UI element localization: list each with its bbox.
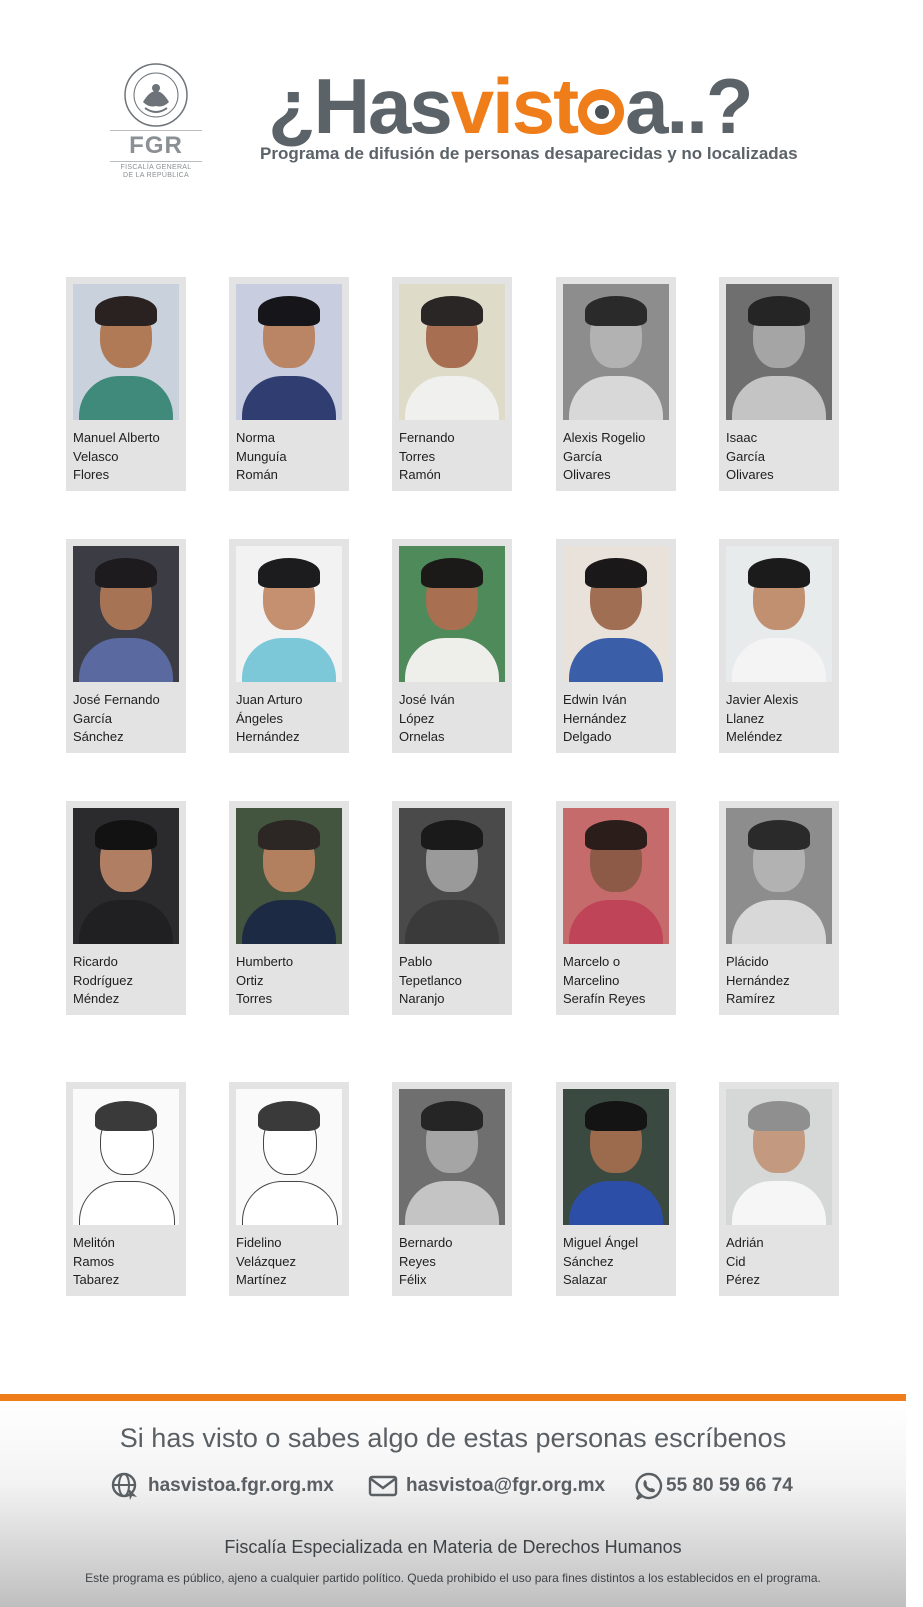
person-name	[73, 691, 183, 747]
email-link[interactable]: hasvistoa@fgr.org.mx	[368, 1471, 605, 1501]
person-name	[236, 1234, 346, 1290]
program-subtitle: Programa de difusión de personas desaparecidas y no localizadas	[260, 144, 798, 163]
call-to-action: Si has visto o sabes algo de estas personas escríbenos	[119, 1423, 787, 1453]
person-name-line: Torres	[236, 991, 273, 1006]
mexican-seal-icon	[123, 62, 189, 128]
person-name-line: Olivares	[563, 467, 611, 482]
person-name	[73, 953, 183, 1009]
person-card	[719, 801, 839, 1015]
person-name	[399, 1234, 509, 1290]
globe-icon	[110, 1471, 140, 1501]
person-name-line: Humberto	[236, 954, 294, 969]
person-name-line: García	[73, 710, 113, 726]
person-name-line: Tepetlanco	[399, 972, 462, 988]
person-photo	[726, 1089, 832, 1225]
person-name-line: Hernández	[726, 972, 790, 988]
person-name-line: López	[399, 710, 435, 726]
person-name-line: Ángeles	[236, 710, 283, 726]
person-photo	[236, 546, 342, 682]
person-card	[392, 1082, 512, 1296]
person-name	[563, 691, 673, 747]
person-card	[556, 801, 676, 1015]
person-name	[726, 953, 836, 1009]
person-photo	[399, 284, 505, 420]
person-name-line: Ramos	[73, 1253, 115, 1269]
person-name-line: Isaac	[726, 430, 758, 445]
person-card	[719, 1082, 839, 1296]
person-name-line: Ricardo	[73, 954, 118, 969]
person-name-line: Sánchez	[563, 1253, 614, 1269]
person-photo	[563, 284, 669, 420]
person-card	[66, 801, 186, 1015]
person-name-line: Delgado	[563, 729, 612, 744]
person-card	[229, 539, 349, 753]
person-name	[236, 691, 346, 747]
person-photo	[563, 808, 669, 944]
person-name	[399, 691, 509, 747]
person-photo	[73, 284, 179, 420]
person-card	[719, 277, 839, 491]
person-name-line: Rodríguez	[73, 972, 133, 988]
person-photo	[399, 1089, 505, 1225]
person-card	[229, 801, 349, 1015]
person-photo	[399, 546, 505, 682]
person-name	[73, 429, 183, 485]
person-name-line: Serafín Reyes	[563, 991, 646, 1006]
person-name-line: José Iván	[399, 692, 455, 707]
person-name-line: Marcelino	[563, 972, 620, 988]
person-name-line: Méndez	[73, 991, 120, 1006]
person-card	[392, 801, 512, 1015]
person-name-line: Félix	[399, 1272, 427, 1287]
disclaimer: Este programa es público, ajeno a cualquier partido político. Queda prohibido el uso para fines distintos a los establecidos en el programa.	[85, 1571, 821, 1585]
person-name-line: Pérez	[726, 1272, 760, 1287]
person-card	[556, 539, 676, 753]
person-name-line: Cid	[726, 1253, 746, 1269]
person-photo	[73, 546, 179, 682]
person-name	[726, 1234, 836, 1290]
person-photo	[73, 1089, 179, 1225]
whatsapp-icon	[634, 1471, 664, 1501]
person-name-line: Hernández	[563, 710, 627, 726]
person-name	[563, 429, 673, 485]
fgr-logo	[110, 62, 202, 180]
person-name-line: Martínez	[236, 1272, 287, 1287]
person-card	[392, 277, 512, 491]
person-name-line: Hernández	[236, 729, 300, 744]
person-name-line: Munguía	[236, 448, 287, 464]
footer	[0, 1394, 906, 1607]
person-name-line: Adrián	[726, 1235, 764, 1250]
person-name-line: Ramón	[399, 467, 441, 482]
eye-logo-icon	[578, 89, 624, 135]
person-name-line: Juan Arturo	[236, 692, 303, 707]
contact-bar	[0, 1471, 906, 1505]
person-name-line: Tabarez	[73, 1272, 120, 1287]
person-photo	[236, 808, 342, 944]
program-title: ¿Hasvist a..?	[268, 62, 752, 150]
person-name	[399, 953, 509, 1009]
person-card	[719, 539, 839, 753]
program-brand	[260, 62, 808, 164]
person-card	[229, 277, 349, 491]
person-name-line: Velázquez	[236, 1253, 296, 1269]
person-name	[236, 953, 346, 1009]
person-name-line: Alexis Rogelio	[563, 430, 646, 445]
person-name-line: Ortiz	[236, 972, 264, 988]
person-name-line: Ramírez	[726, 991, 776, 1006]
website-link[interactable]: hasvistoa.fgr.org.mx	[110, 1471, 334, 1501]
person-name	[563, 953, 673, 1009]
logo-subtitle: FISCALÍA GENERAL DE LA REPÚBLICA	[120, 164, 192, 179]
person-name-line: Salazar	[563, 1272, 608, 1287]
person-photo	[726, 546, 832, 682]
envelope-icon	[368, 1471, 398, 1501]
person-name-line: Pablo	[399, 954, 433, 969]
phone-link[interactable]: 55 80 59 66 74	[634, 1471, 793, 1501]
person-card	[66, 1082, 186, 1296]
person-name-line: Norma	[236, 430, 276, 445]
person-name	[726, 691, 836, 747]
person-name	[73, 1234, 183, 1290]
person-name-line: Bernardo	[399, 1235, 453, 1250]
person-name-line: Fidelino	[236, 1235, 282, 1250]
person-name-line: Naranjo	[399, 991, 445, 1006]
person-photo	[236, 1089, 342, 1225]
person-name-line: Fernando	[399, 430, 455, 445]
person-name-line: Marcelo o	[563, 954, 621, 969]
person-card	[66, 539, 186, 753]
person-photo	[73, 808, 179, 944]
person-card	[66, 277, 186, 491]
person-name-line: Meléndez	[726, 729, 783, 744]
person-card	[229, 1082, 349, 1296]
person-name-line: Manuel Alberto	[73, 430, 160, 445]
person-name	[399, 429, 509, 485]
person-name	[236, 429, 346, 485]
person-photo	[563, 1089, 669, 1225]
person-photo	[726, 808, 832, 944]
person-photo	[236, 284, 342, 420]
person-name-line: Miguel Ángel	[563, 1235, 639, 1250]
person-name-line: José Fernando	[73, 692, 160, 707]
person-name-line: García	[726, 448, 766, 464]
person-name-line: Román	[236, 467, 278, 482]
person-name-line: Sánchez	[73, 729, 124, 744]
person-photo	[399, 808, 505, 944]
person-name	[726, 429, 836, 485]
person-name-line: Olivares	[726, 467, 774, 482]
person-photo	[563, 546, 669, 682]
person-name-line: Reyes	[399, 1253, 436, 1269]
person-name-line: Flores	[73, 467, 110, 482]
person-name-line: Plácido	[726, 954, 769, 969]
person-name-line: Melitón	[73, 1235, 115, 1250]
person-name-line: Torres	[399, 448, 436, 464]
person-name	[563, 1234, 673, 1290]
agency-name: Fiscalía Especializada en Materia de Derechos Humanos	[224, 1537, 682, 1557]
person-name-line: Ornelas	[399, 729, 445, 744]
logo-text: FGR	[110, 130, 202, 162]
person-name-line: Velasco	[73, 448, 119, 464]
person-photo	[726, 284, 832, 420]
person-name-line: Llanez	[726, 710, 765, 726]
person-name-line: Javier Alexis	[726, 692, 799, 707]
person-card	[556, 277, 676, 491]
person-card	[392, 539, 512, 753]
person-name-line: García	[563, 448, 603, 464]
person-name-line: Edwin Iván	[563, 692, 627, 707]
person-card	[556, 1082, 676, 1296]
